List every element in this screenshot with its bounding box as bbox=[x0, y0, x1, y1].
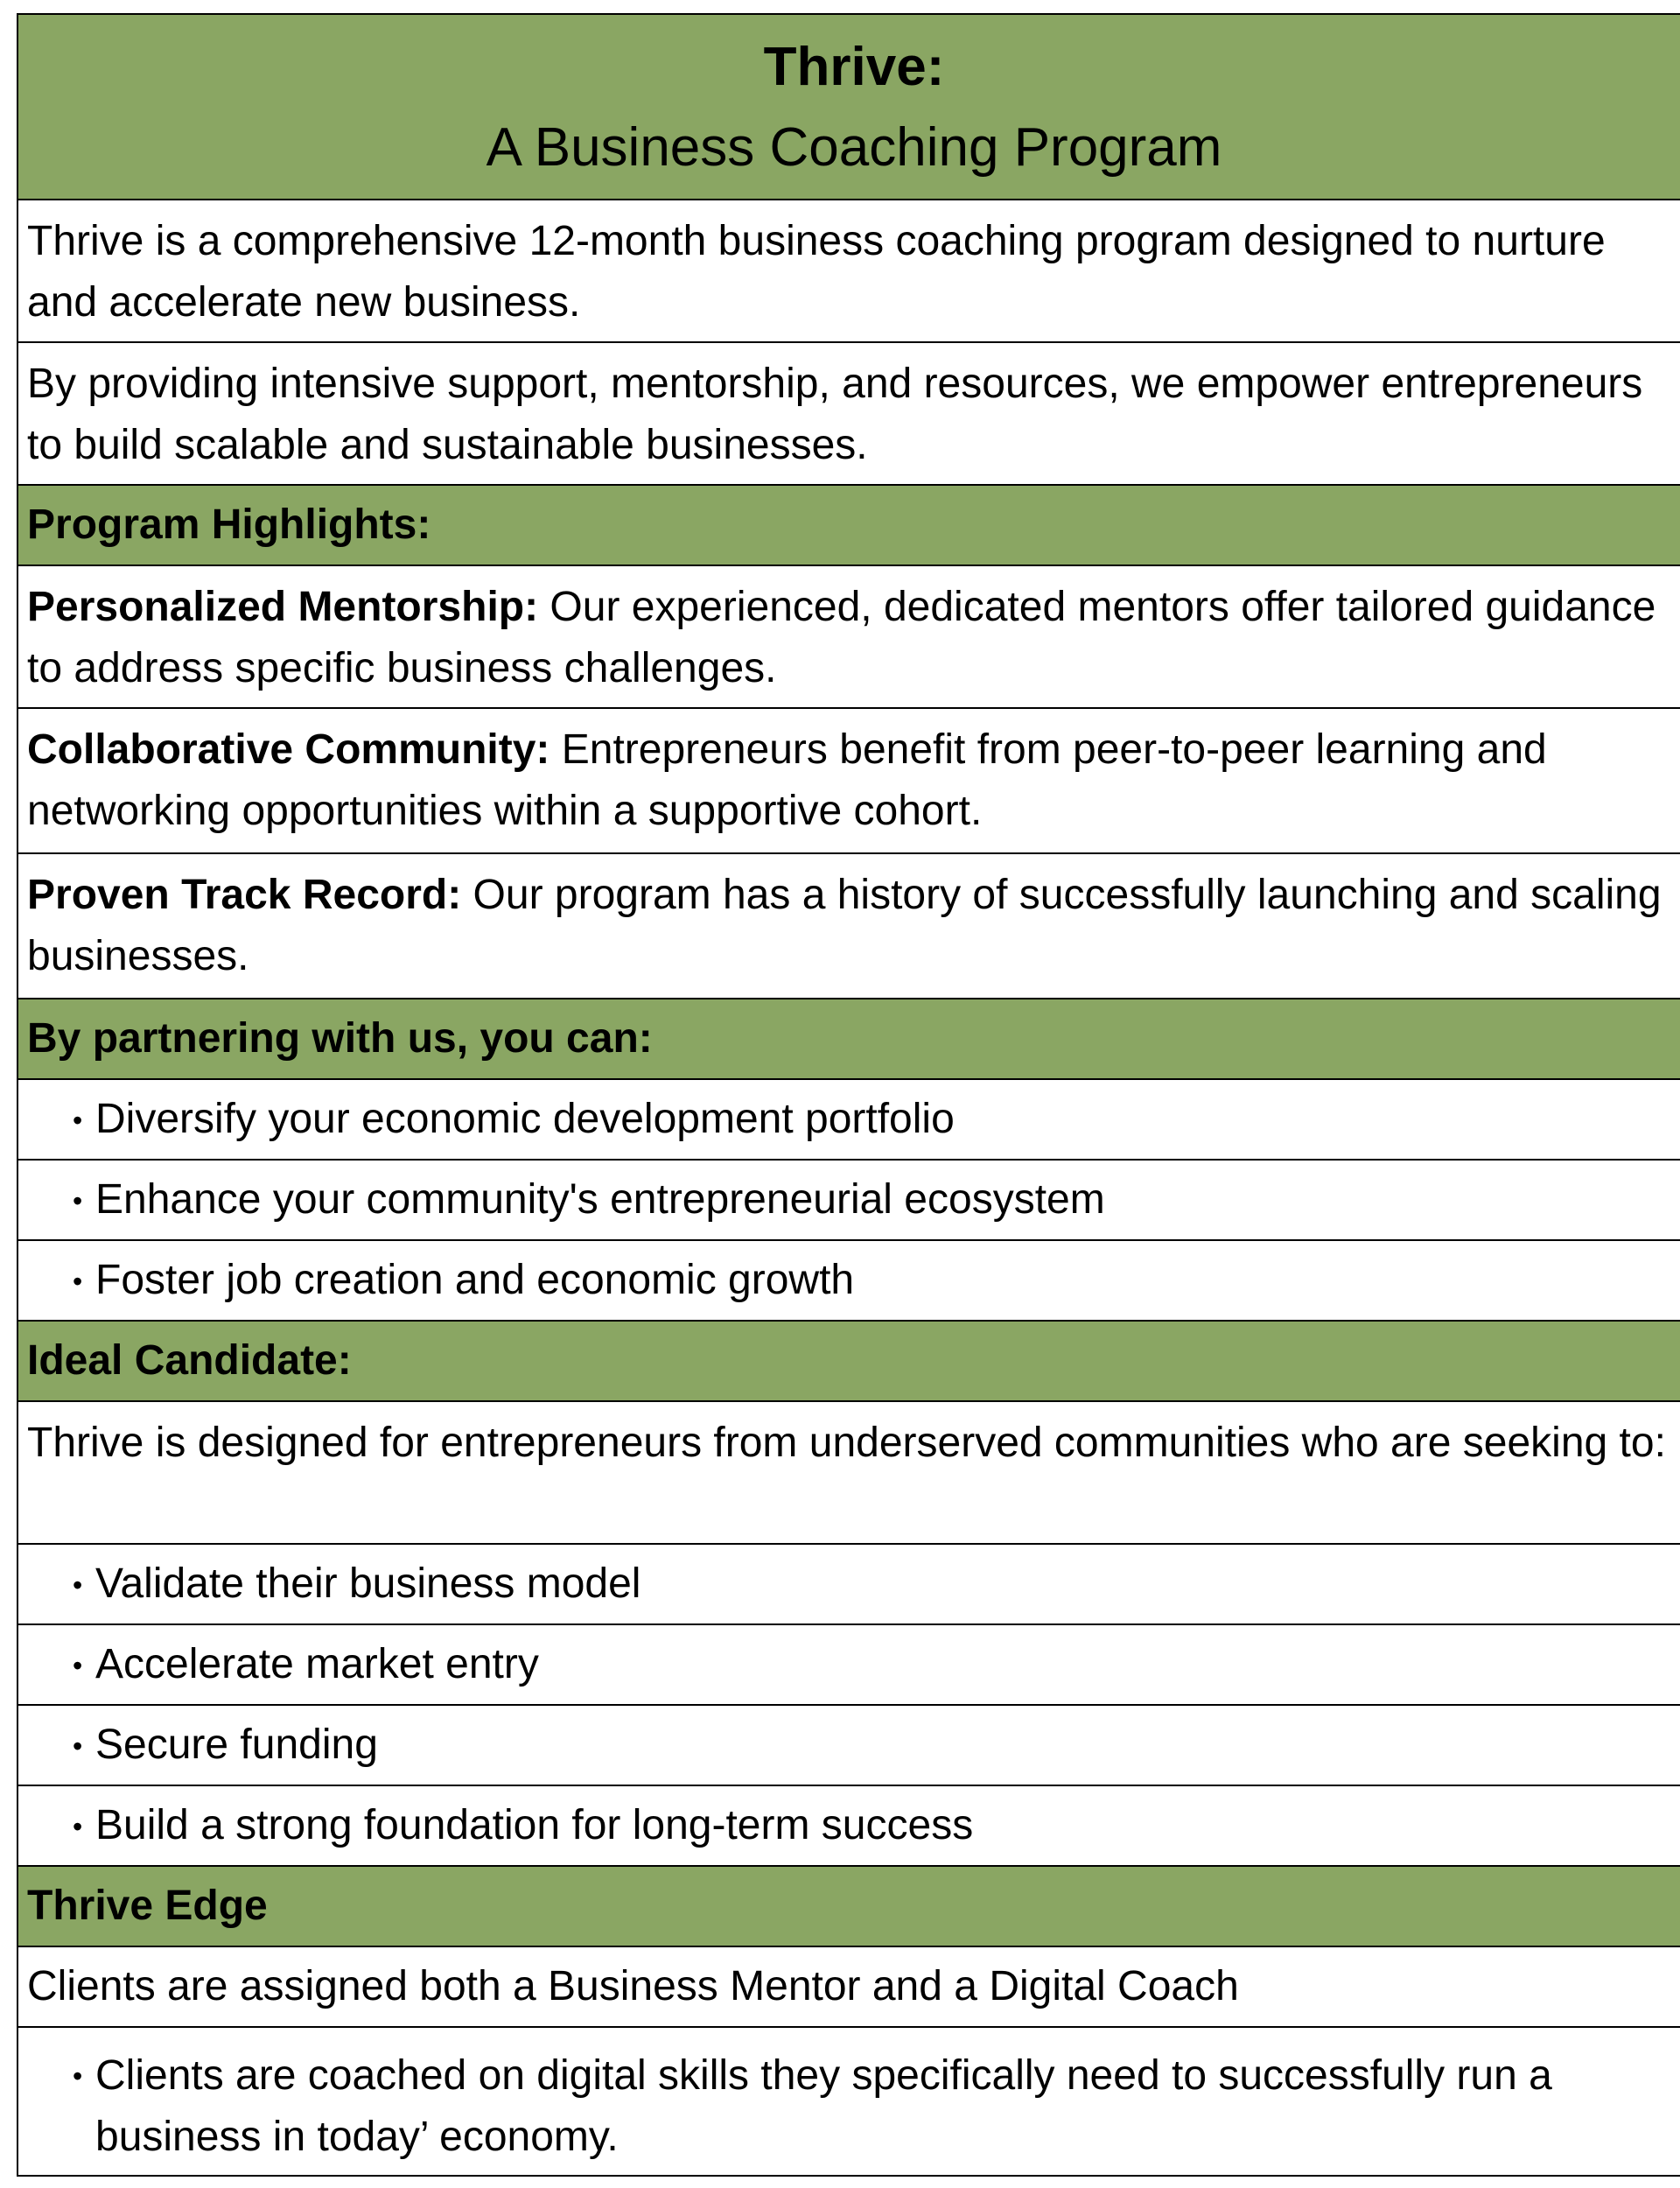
bullet-icon: • bbox=[73, 2060, 83, 2092]
section-heading-edge: Thrive Edge bbox=[18, 1867, 1680, 1947]
highlight-text: Entrepreneurs benefit from peer-to-peer learning and networking opportunities within a supportive cohort. bbox=[27, 726, 1547, 834]
highlight-label: Personalized Mentorship: bbox=[27, 584, 539, 630]
intro-paragraph-1: Thrive is a comprehensive 12-month business coaching program designed to nurture and accelerate new business. bbox=[18, 200, 1680, 343]
highlight-text: Our experienced, dedicated mentors offer tailored guidance to address specific business challenges. bbox=[27, 584, 1656, 691]
section-heading-highlights: Program Highlights: bbox=[18, 486, 1680, 566]
list-item bbox=[18, 1080, 1680, 1161]
list-item bbox=[18, 1786, 1680, 1867]
list-item-text: Secure funding bbox=[95, 1722, 378, 1768]
list-item-text: Validate their business model bbox=[95, 1560, 641, 1607]
list-item-text: Foster job creation and economic growth bbox=[95, 1257, 855, 1303]
bullet-icon: • bbox=[73, 1569, 83, 1601]
document-title: Thrive: bbox=[763, 37, 945, 97]
highlight-text: Our program has a history of successfully launching and scaling businesses. bbox=[27, 872, 1662, 979]
coaching-program-table bbox=[17, 13, 1680, 2177]
highlight-label: Collaborative Community: bbox=[27, 726, 550, 773]
list-item bbox=[18, 1706, 1680, 1786]
list-item-text: Clients are coached on digital skills they specifically need to successfully run a business in today’ economy. bbox=[95, 2052, 1552, 2160]
bullet-icon: • bbox=[73, 1730, 83, 1762]
edge-paragraph: Clients are assigned both a Business Mentor and a Digital Coach bbox=[18, 1947, 1680, 2028]
bullet-icon: • bbox=[73, 1185, 83, 1217]
section-heading-candidate: Ideal Candidate: bbox=[18, 1322, 1680, 1402]
bullet-icon: • bbox=[73, 1650, 83, 1681]
list-item bbox=[18, 2028, 1680, 2177]
list-item-text: Build a strong foundation for long-term success bbox=[95, 1802, 974, 1848]
document-subtitle: A Business Coaching Program bbox=[486, 117, 1222, 178]
highlight-label: Proven Track Record: bbox=[27, 872, 462, 918]
list-item bbox=[18, 1545, 1680, 1625]
highlight-item bbox=[18, 854, 1680, 999]
list-item bbox=[18, 1241, 1680, 1322]
list-item-text: Enhance your community's entrepreneurial ecosystem bbox=[95, 1176, 1105, 1223]
list-item-text: Accelerate market entry bbox=[95, 1641, 539, 1687]
bullet-icon: • bbox=[73, 1811, 83, 1842]
list-item-text: Diversify your economic development portfolio bbox=[95, 1096, 955, 1142]
highlight-item bbox=[18, 566, 1680, 709]
list-item bbox=[18, 1625, 1680, 1706]
title-block bbox=[18, 15, 1680, 200]
intro-paragraph-2: By providing intensive support, mentorship, and resources, we empower entrepreneurs to build scalable and sustainable businesses. bbox=[18, 343, 1680, 486]
highlight-item bbox=[18, 709, 1680, 854]
section-heading-partnering: By partnering with us, you can: bbox=[18, 999, 1680, 1080]
candidate-paragraph: Thrive is designed for entrepreneurs from underserved communities who are seeking to: bbox=[18, 1402, 1680, 1545]
bullet-icon: • bbox=[73, 1266, 83, 1297]
list-item bbox=[18, 1161, 1680, 1241]
bullet-icon: • bbox=[73, 1105, 83, 1136]
